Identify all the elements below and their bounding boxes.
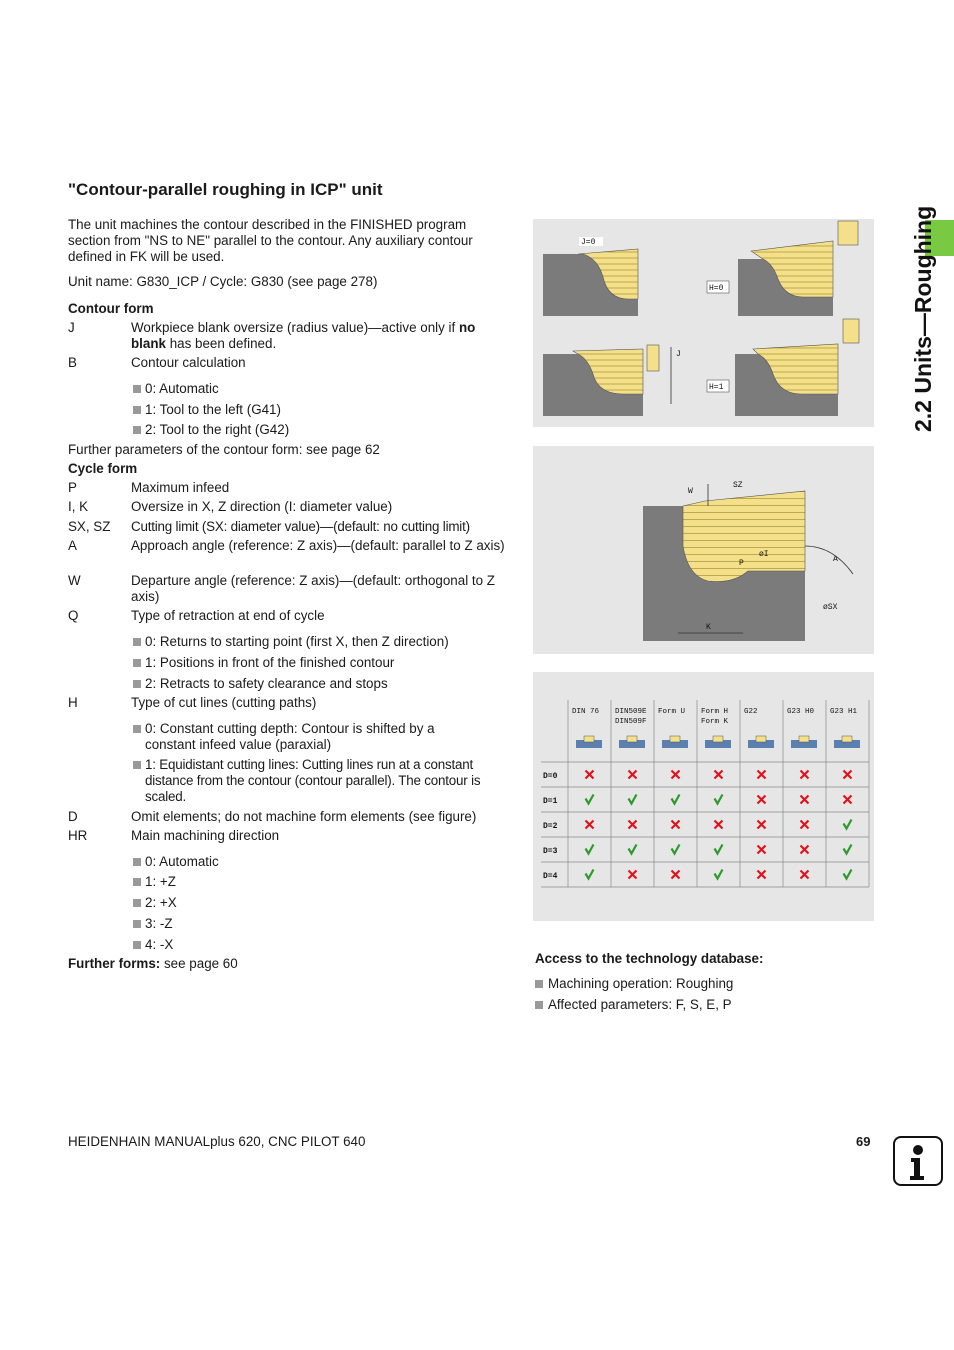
cross-icon <box>715 821 723 829</box>
cross-icon <box>801 846 809 854</box>
list-item: 3: -Z <box>133 916 508 932</box>
contour-form-heading: Contour form <box>68 301 154 316</box>
row-label: D=1 <box>543 797 558 806</box>
check-icon <box>629 845 637 854</box>
list-item: Machining operation: Roughing <box>535 976 875 992</box>
check-icon <box>672 845 680 854</box>
omit-elements-table <box>533 672 874 921</box>
check-icon <box>715 870 723 879</box>
param-text: Workpiece blank oversize (radius value)—active only if no blank has been defined. <box>131 320 476 351</box>
form-element-icon <box>670 736 680 742</box>
cross-icon <box>844 796 852 804</box>
label-j0: J=0 <box>581 238 596 247</box>
info-icon <box>893 1136 943 1186</box>
further-contour: Further parameters of the contour form: see page 62 <box>68 442 380 457</box>
contour-illustration <box>533 219 874 427</box>
param-key: B <box>68 355 77 370</box>
cycle-illustration <box>533 446 874 654</box>
check-icon <box>844 845 852 854</box>
footer-text: HEIDENHAIN MANUALplus 620, CNC PILOT 640 <box>68 1134 366 1149</box>
cross-icon <box>586 771 594 779</box>
label-sz: SZ <box>733 481 743 490</box>
unit-name: Unit name: G830_ICP / Cycle: G830 (see page 278) <box>68 274 378 289</box>
column-header: G22 <box>744 708 758 716</box>
cross-icon <box>844 771 852 779</box>
label-p: P <box>739 559 744 568</box>
list-item: 0: Returns to starting point (first X, then Z direction) <box>133 634 508 650</box>
label-dsx: øSX <box>823 603 838 612</box>
form-element-icon <box>584 736 594 742</box>
list-item: 1: Equidistant cutting lines: Cutting lines run at a constant distance from the contour (contour parallel). The contour is scaled. <box>133 757 508 805</box>
cross-icon <box>801 771 809 779</box>
list-item: 4: -X <box>133 937 508 953</box>
figure-omit-elements <box>533 672 874 921</box>
list-item: 1: Tool to the left (G41) <box>133 402 508 418</box>
cross-icon <box>758 821 766 829</box>
cross-icon <box>758 871 766 879</box>
cross-icon <box>715 771 723 779</box>
cross-icon <box>629 871 637 879</box>
label-k: K <box>706 623 711 632</box>
list-item: 2: Tool to the right (G42) <box>133 422 508 438</box>
tech-db-heading: Access to the technology database: <box>535 951 764 966</box>
label-w: W <box>688 487 693 496</box>
cross-icon <box>801 796 809 804</box>
figure-cycle-parameters <box>533 446 874 654</box>
label-h1: H=1 <box>709 383 724 392</box>
check-icon <box>629 795 637 804</box>
page-number: 69 <box>856 1134 871 1149</box>
form-element-icon <box>713 736 723 742</box>
check-icon <box>586 795 594 804</box>
page-title: "Contour-parallel roughing in ICP" unit <box>68 180 383 199</box>
intro-text: The unit machines the contour described in the FINISHED program section from "NS to NE" parallel to the contour. Any auxiliary contour defined in FK will be used. <box>68 217 473 264</box>
list-item: 0: Automatic <box>133 381 508 397</box>
row-label: D=0 <box>543 772 558 781</box>
check-icon <box>715 795 723 804</box>
cross-icon <box>758 796 766 804</box>
row-label: D=3 <box>543 847 558 856</box>
chapter-title: 2.2 Units—Roughing <box>910 205 936 432</box>
form-element-icon <box>627 736 637 742</box>
further-forms: Further forms: see page 60 <box>68 956 238 971</box>
column-header: G23 H0 <box>787 708 815 716</box>
list-item: 1: Positions in front of the finished contour <box>133 655 508 671</box>
column-header: DIN509E <box>615 708 647 716</box>
row-label: D=2 <box>543 822 558 831</box>
list-item: Affected parameters: F, S, E, P <box>535 997 875 1013</box>
list-item: 0: Constant cutting depth: Contour is shifted by a constant infeed value (paraxial) <box>133 721 463 753</box>
column-header: Form H <box>701 708 729 716</box>
form-element-icon <box>756 736 766 742</box>
column-header: Form U <box>658 708 686 716</box>
cross-icon <box>586 821 594 829</box>
list-item: 2: +X <box>133 895 508 911</box>
label-j: J <box>676 350 681 359</box>
column-header: DIN509F <box>615 718 647 726</box>
check-icon <box>844 820 852 829</box>
list-item: 1: +Z <box>133 874 508 890</box>
cross-icon <box>629 821 637 829</box>
cycle-form-heading: Cycle form <box>68 461 138 476</box>
label-di: øI <box>759 550 769 559</box>
row-label: D=4 <box>543 872 558 881</box>
form-element-icon <box>799 736 809 742</box>
column-header: DIN 76 <box>572 708 600 716</box>
cross-icon <box>672 871 680 879</box>
figure-contour-examples <box>533 219 874 427</box>
check-icon <box>586 845 594 854</box>
cross-icon <box>629 771 637 779</box>
param-text: Contour calculation <box>131 355 246 370</box>
cross-icon <box>801 821 809 829</box>
cross-icon <box>801 871 809 879</box>
check-icon <box>715 845 723 854</box>
label-a: A <box>833 555 838 564</box>
cross-icon <box>758 771 766 779</box>
list-item: 2: Retracts to safety clearance and stops <box>133 676 508 692</box>
check-icon <box>844 870 852 879</box>
list-item: 0: Automatic <box>133 854 508 870</box>
check-icon <box>672 795 680 804</box>
check-icon <box>586 870 594 879</box>
form-element-icon <box>842 736 852 742</box>
cross-icon <box>672 821 680 829</box>
param-key: J <box>68 320 75 335</box>
cross-icon <box>672 771 680 779</box>
column-header: G23 H1 <box>830 708 858 716</box>
label-h0: H=0 <box>709 284 724 293</box>
column-header: Form K <box>701 718 729 726</box>
cross-icon <box>758 846 766 854</box>
